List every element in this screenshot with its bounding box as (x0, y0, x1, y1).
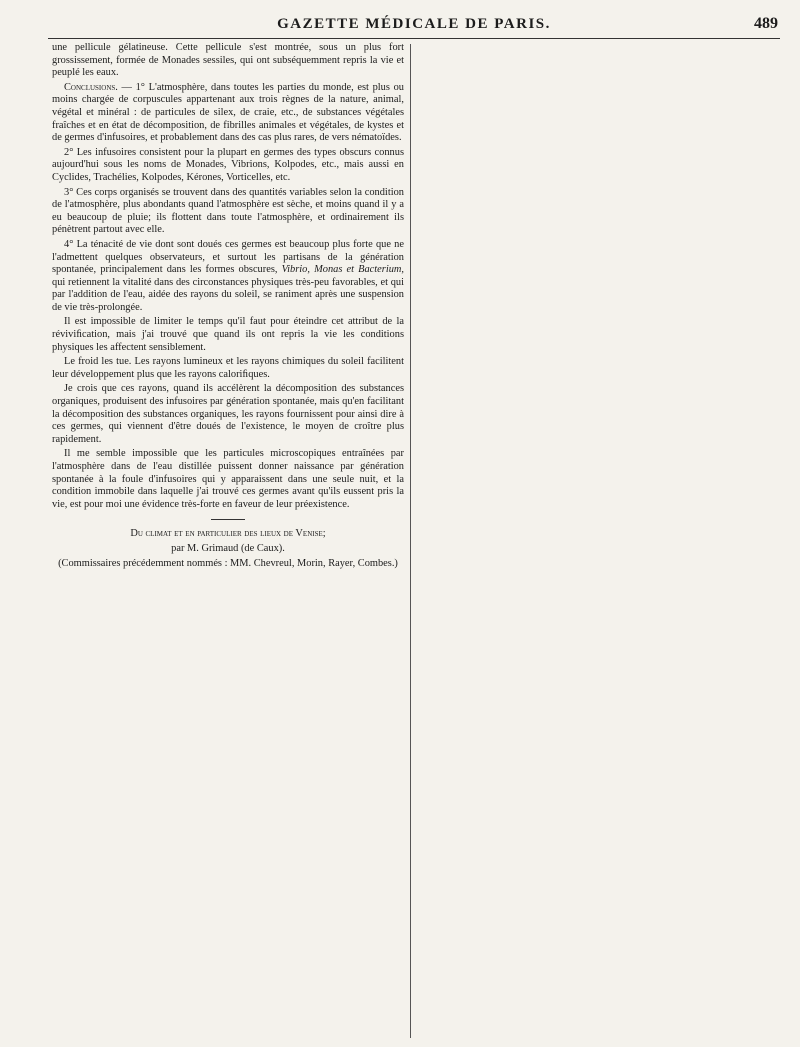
right-column (418, 42, 770, 1040)
paragraph: Il me semble impossible que les particules microscopiques entraînées par l'atmosphère dans de l'eau distillée puissent donner naissance par génération spontanée à la foule d'infusoires qui y apparaissent dans une seule nuit, et la condition immobile dans laquelle j'ai trouvé ces germes avant qu'ils eussent pris la vie, est pour moi une évidence très-forte en faveur de leur préexistence. (52, 448, 404, 510)
section-rule (211, 519, 245, 520)
paragraph: 2° Les infusoires consistent pour la plupart en germes des types obscurs connus aujourd'hui sous les noms de Monades, Vibrions, Kolpodes, etc., mais aussi en Cyclides, Trachélies, Kolpodes, Kérones, Vorticelles, etc. (52, 146, 404, 183)
paragraph: Conclusions. — 1° L'atmosphère, dans toutes les parties du monde, est plus ou moins chargée de corpuscules appartenant aux trois règnes de la nature, animal, végétal et minéral : de particules de silex, de craie, etc., de substances végétales fraîches et en état de décomposition, de fibrilles animales et végétales, de kystes et de germes d'infusoires, et probablement dans des cas plus rares, de vers nématoïdes. (52, 81, 404, 144)
article-commission: (Commissaires précédemment nommés : MM. Chevreul, Morin, Rayer, Combes.) (58, 557, 398, 569)
paragraph: Le froid les tue. Les rayons lumineux et les rayons chimiques du soleil facilitent leur développement plus que les rayons caloriﬁques. (52, 356, 404, 380)
paragraph: une pellicule gélatineuse. Cette pellicule s'est montrée, sous un plus fort grossissement, formée de Monades sessiles, qui ont subséquemment repris la vie et peuplé les eaux. (52, 42, 404, 79)
article-author: par M. Grimaud (de Caux). (171, 542, 285, 554)
conclusions-label: Conclusions. (64, 81, 118, 93)
paragraph: 4° La ténacité de vie dont sont doués ces germes est beaucoup plus forte que ne l'admettent quelques observateurs, et surtout les partisans de la génération spontanée, principalement dans les formes obscures, Vibrio, Monas et Bacterium, qui retiennent la vitalité dans des circonstances physiques très-peu favorables, et qui par l'addition de l'eau, aidée des rayons du soleil, se raniment après une suspension de vie très-prolongée. (52, 238, 404, 313)
paragraph: 3° Ces corps organisés se trouvent dans des quantités variables selon la condition de l'atmosphère, plus abondants quand l'atmosphère est sèche, et moins quand il y a eu beaucoup de pluie; ils flottent dans toute l'atmosphère, et ordinairement ils pénètrent partout avec elle. (52, 186, 404, 236)
article-title: Du climat et en particulier des lieux de Venise; (130, 528, 326, 540)
paragraph: Il est impossible de limiter le temps qu'il faut pour éteindre cet attribut de la réviviﬁcation, mais j'ai trouvé que quand ils ont repris la vie les conditions physiques les affectent sensiblement. (52, 316, 404, 353)
page-header (48, 10, 780, 39)
left-column (52, 42, 404, 1040)
journal-title: GAZETTE MÉDICALE DE PARIS. (277, 16, 551, 32)
paragraph: Je crois que ces rayons, quand ils accélèrent la décomposition des substances organiques, produisent des infusoires par génération spontanée, mais qu'en facilitant la décomposition des substances organiques, les rayons fournissent pour ainsi dire à ces germes, qui viennent d'être doués de l'existence, le moyen de croître plus rapidement. (52, 383, 404, 445)
page-number: 489 (754, 15, 778, 32)
column-divider (410, 44, 411, 1038)
